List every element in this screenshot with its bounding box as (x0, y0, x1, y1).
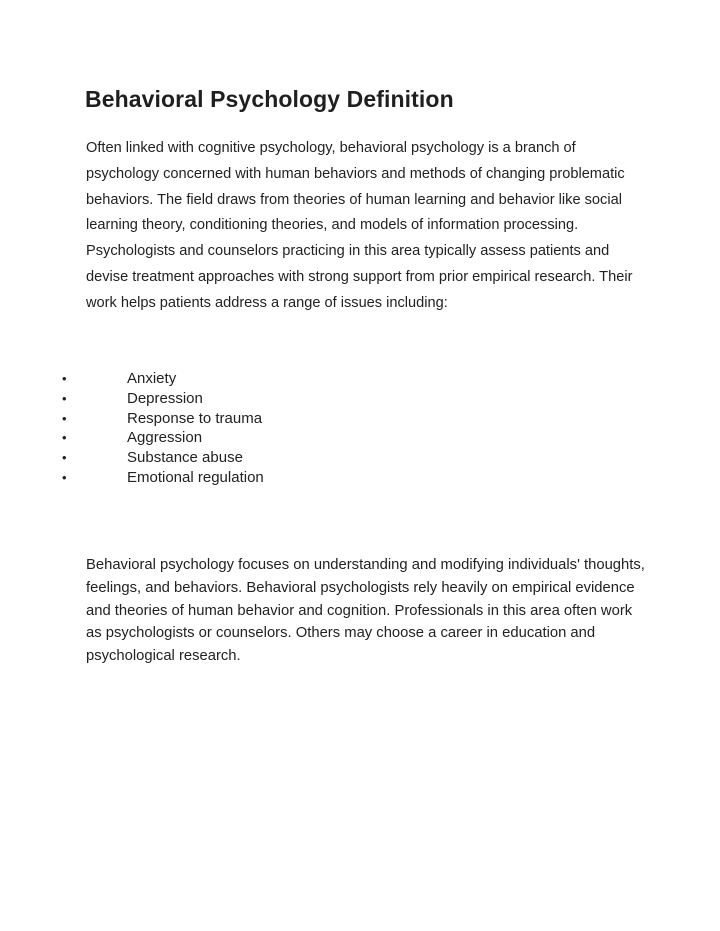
intro-paragraph: Often linked with cognitive psychology, behavioral psychology is a branch of psychology concerned with human behaviors and methods of changing problematic behaviors. The field draws from theories of human learning and behavior like social learning theory, conditioning theories, and models of information processing. Psychologists and counselors practicing in this area typically assess patients and devise treatment approaches with strong support from prior empirical research. Their work helps patients address a range of issues including: (86, 140, 633, 311)
list-item-label: Emotional regulation (127, 468, 264, 486)
closing-paragraph: Behavioral psychology focuses on understanding and modifying individuals' thoughts, feelings, and behaviors. Behavioral psychologists rely heavily on empirical evidence and theories of human behavior and cognition. Professionals in this area often work as psychologists or counselors. Others may choose a career in education and psychological research. (86, 557, 645, 665)
list-item-label: Anxiety (127, 370, 177, 387)
list-item-label: Aggression (127, 429, 203, 447)
list-item (0, 389, 720, 409)
list-item (0, 468, 720, 488)
page-title: Behavioral Psychology Definition (85, 86, 454, 112)
list-item (0, 448, 720, 468)
bullet-icon: • (62, 430, 67, 446)
bullet-icon: • (62, 390, 67, 406)
bullet-icon: • (62, 450, 67, 466)
list-item (0, 409, 720, 429)
list-item (0, 428, 720, 448)
bullet-icon: • (62, 371, 67, 386)
bullet-icon: • (62, 410, 67, 426)
bullet-icon: • (62, 469, 67, 485)
list-item-label: Substance abuse (127, 449, 243, 467)
list-item-label: Depression (127, 389, 203, 407)
list-item-label: Response to trauma (127, 409, 263, 427)
issues-list (0, 369, 720, 488)
list-item (0, 369, 720, 389)
